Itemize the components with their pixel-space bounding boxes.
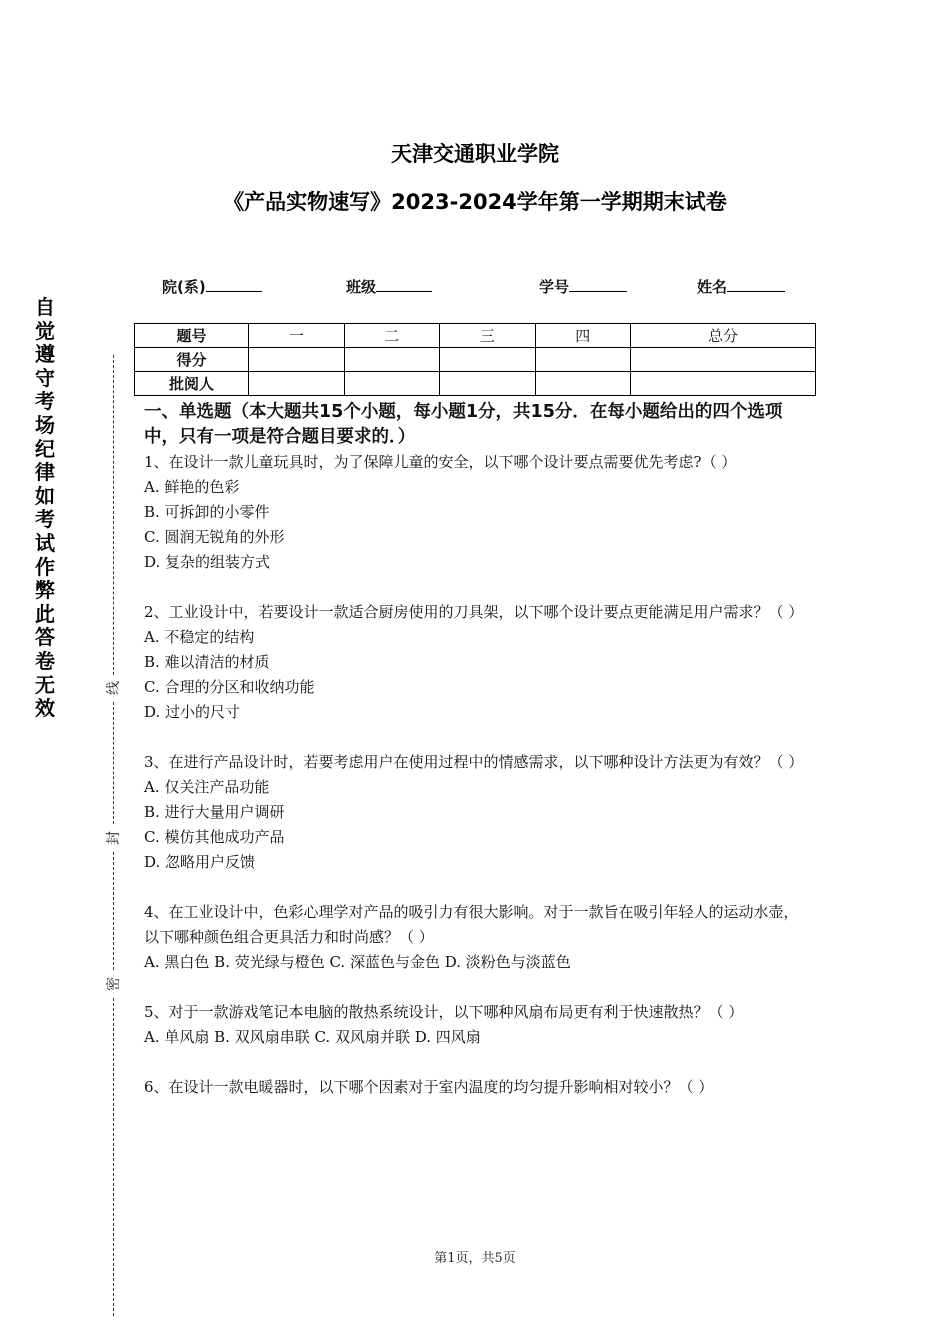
- class-label: 班级: [346, 278, 377, 296]
- spacer: [144, 575, 810, 600]
- notice-char: 卷: [35, 648, 55, 673]
- notice-char: 考: [35, 507, 55, 532]
- student-id-field: [539, 276, 627, 297]
- option-d: D. 过小的尺寸: [144, 703, 241, 721]
- question-stem: 1、在设计一款儿童玩具时，为了保障儿童的安全，以下哪个设计要点需要优先考虑?（ ）: [144, 453, 737, 471]
- notice-char: 弊: [35, 578, 55, 603]
- options-inline: A. 黑白色 B. 荧光绿与橙色 C. 深蓝色与金色 D. 淡粉色与淡蓝色: [144, 953, 571, 971]
- score-cell: [344, 348, 440, 372]
- student-id-label: 学号: [539, 278, 570, 296]
- question-1: [144, 450, 810, 575]
- department-label: 院(系): [162, 278, 206, 296]
- notice-char: 答: [35, 625, 55, 650]
- seal-mark-close: 密: [106, 977, 122, 991]
- question-stem: 3、在进行产品设计时，若要考虑用户在使用过程中的情感需求，以下哪种设计方法更为有效？（ ）: [144, 753, 804, 771]
- spacer: [144, 875, 810, 900]
- section-1-heading: 一、单选题（本大题共15个小题，每小题1分，共15分．在每小题给出的四个选项中，只有一项是符合题目要求的．）: [144, 402, 783, 447]
- grader-row: [135, 372, 816, 396]
- name-blank: [727, 277, 785, 292]
- question-6: [144, 1075, 810, 1100]
- notice-char: 此: [35, 601, 55, 626]
- column-4: 四: [535, 324, 631, 348]
- question-stem: 6、在设计一款电暖器时，以下哪个因素对于室内温度的均匀提升影响相对较小？（ ）: [144, 1078, 714, 1096]
- school-name: 天津交通职业学院: [391, 142, 559, 166]
- grader-cell: [249, 372, 345, 396]
- option-a: A. 鲜艳的色彩: [144, 478, 240, 496]
- exam-discipline-notice: [32, 296, 58, 721]
- score-row-label: 得分: [135, 348, 249, 372]
- option-d: D. 复杂的组装方式: [144, 553, 271, 571]
- name-label: 姓名: [697, 278, 728, 296]
- option-a: A. 仅关注产品功能: [144, 778, 270, 796]
- notice-char: 试: [35, 530, 55, 555]
- notice-char: 作: [35, 554, 55, 579]
- question-stem: 4、在工业设计中，色彩心理学对产品的吸引力有很大影响。对于一款旨在吸引年轻人的运动水壶，以下哪种颜色组合更具活力和时尚感？（ ）: [144, 903, 799, 946]
- question-stem: 5、对于一款游戏笔记本电脑的散热系统设计，以下哪种风扇布局更有利于快速散热？（ ）: [144, 1003, 744, 1021]
- grader-cell: [631, 372, 816, 396]
- option-a: A. 不稳定的结构: [144, 628, 255, 646]
- option-c: C. 合理的分区和收纳功能: [144, 678, 315, 696]
- score-table-header-row: [135, 324, 816, 348]
- question-number-label: 题号: [135, 324, 249, 348]
- option-b: B. 可拆卸的小零件: [144, 503, 270, 521]
- department-blank: [206, 277, 262, 292]
- question-3: [144, 750, 810, 875]
- notice-char: 纪: [35, 436, 55, 461]
- notice-char: 自: [35, 295, 55, 319]
- option-d: D. 忽略用户反馈: [144, 853, 256, 871]
- option-b: B. 难以清洁的材质: [144, 653, 270, 671]
- question-4: [144, 900, 810, 975]
- spacer: [144, 725, 810, 750]
- score-row: [135, 348, 816, 372]
- spacer: [144, 1050, 810, 1075]
- option-c: C. 圆润无锐角的外形: [144, 528, 285, 546]
- options-inline: A. 单风扇 B. 双风扇串联 C. 双风扇并联 D. 四风扇: [144, 1028, 481, 1046]
- score-cell: [535, 348, 631, 372]
- column-total: 总分: [631, 324, 816, 348]
- question-5: [144, 1000, 810, 1050]
- score-cell: [440, 348, 536, 372]
- column-2: 二: [344, 324, 440, 348]
- seal-mark-line: 线: [106, 681, 122, 695]
- score-table: [134, 323, 816, 396]
- column-1: 一: [249, 324, 345, 348]
- page-number: 第1页，共5页: [434, 1251, 516, 1266]
- question-2: [144, 600, 810, 725]
- option-b: B. 进行大量用户调研: [144, 803, 285, 821]
- grader-cell: [535, 372, 631, 396]
- seal-mark-seal: 封: [106, 831, 122, 845]
- grader-cell: [440, 372, 536, 396]
- score-cell: [631, 348, 816, 372]
- score-cell: [249, 348, 345, 372]
- notice-char: 守: [35, 365, 55, 390]
- grader-row-label: 批阅人: [135, 372, 249, 396]
- column-3: 三: [440, 324, 536, 348]
- grader-cell: [344, 372, 440, 396]
- class-blank: [376, 277, 432, 292]
- question-stem: 2、工业设计中，若要设计一款适合厨房使用的刀具架，以下哪个设计要点更能满足用户需求？（ ）: [144, 603, 804, 621]
- exam-title: 《产品实物速写》2023-2024学年第一学期期末试卷: [223, 190, 727, 214]
- seal-dashed-line: [113, 852, 114, 970]
- seal-dashed-line: [113, 355, 114, 675]
- seal-dashed-line: [113, 702, 114, 824]
- spacer: [144, 975, 810, 1000]
- class-field: [346, 276, 432, 297]
- name-field: [697, 276, 785, 297]
- notice-char: 无: [35, 672, 55, 697]
- department-field: [162, 276, 262, 297]
- exam-content: [144, 400, 810, 1100]
- notice-char: 效: [35, 696, 55, 721]
- seal-dashed-line: [113, 998, 114, 1316]
- notice-char: 考: [35, 389, 55, 414]
- option-c: C. 模仿其他成功产品: [144, 828, 285, 846]
- notice-char: 如: [35, 483, 55, 508]
- notice-char: 场: [35, 412, 55, 437]
- notice-char: 遵: [35, 342, 55, 367]
- student-id-blank: [569, 277, 627, 292]
- notice-char: 觉: [35, 318, 55, 343]
- notice-char: 律: [35, 460, 55, 485]
